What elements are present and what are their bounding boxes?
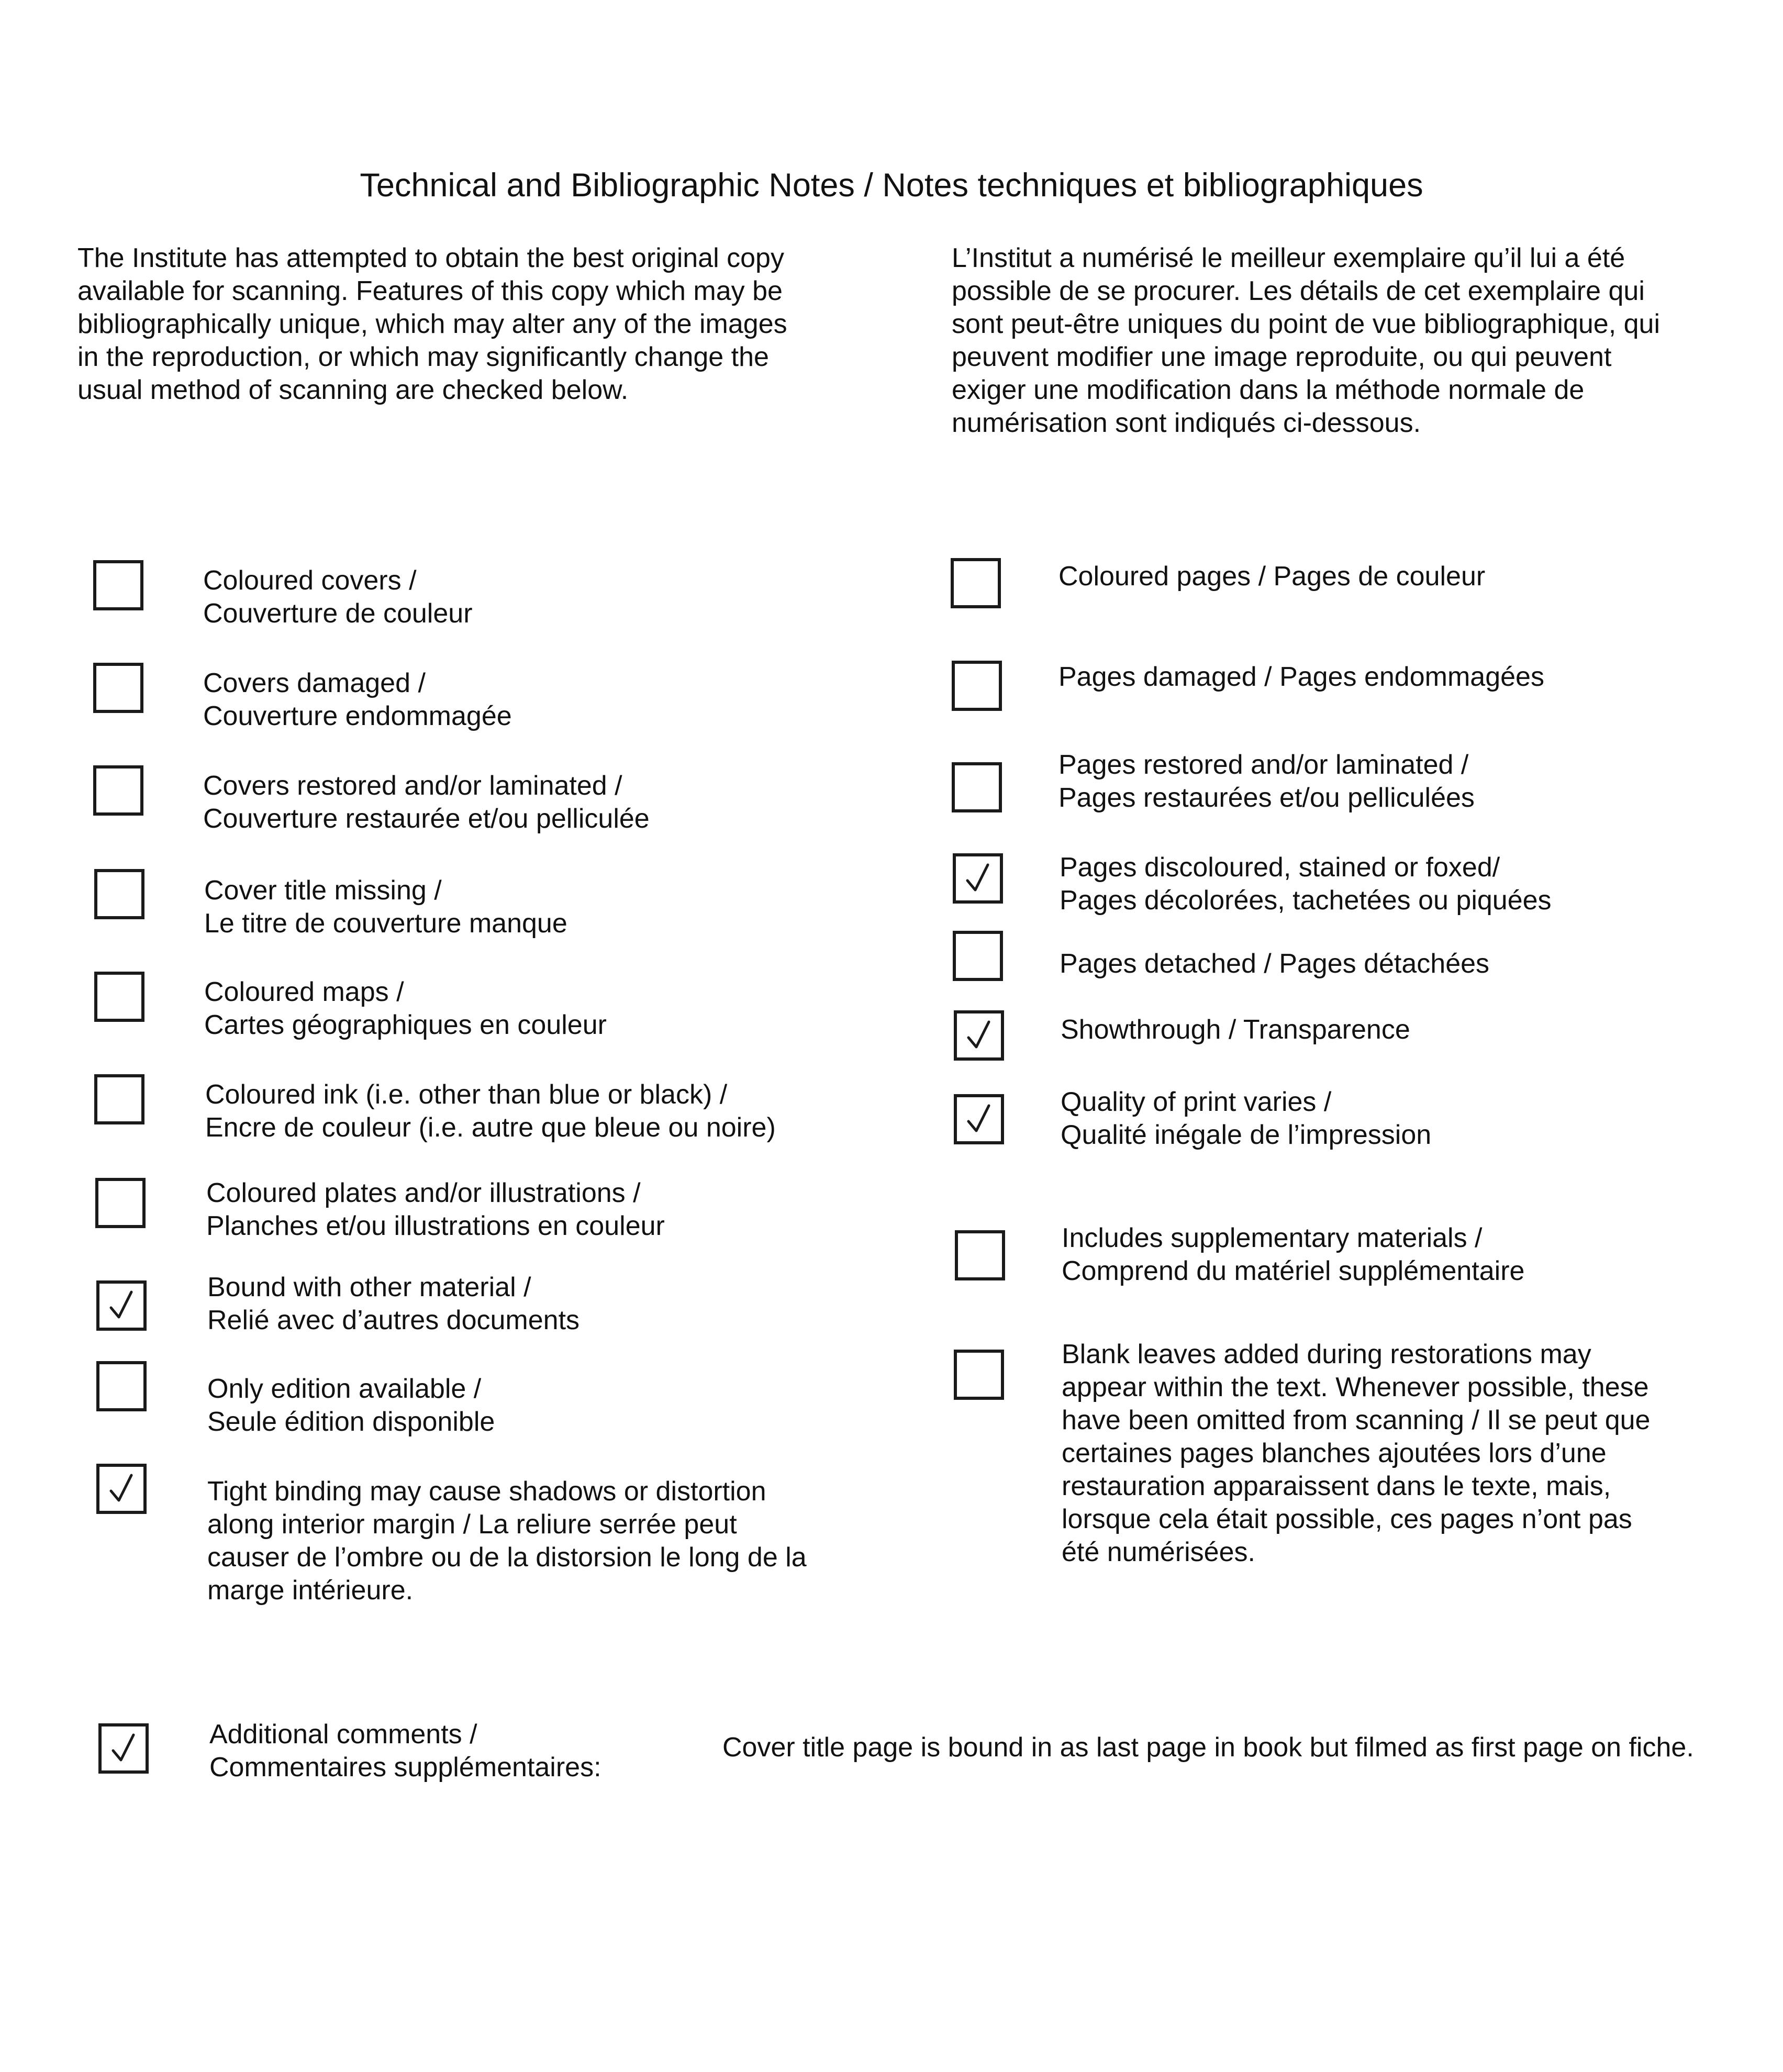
item-label: Covers damaged / Couverture endommagée: [203, 668, 512, 731]
checkbox[interactable]: [953, 853, 1003, 904]
checkbox[interactable]: [95, 1178, 146, 1228]
item-label: Pages damaged / Pages endommagées: [1058, 662, 1544, 692]
item-label: Coloured ink (i.e. other than blue or black) / Encre de couleur (i.e. autre que bleue ou noire): [205, 1079, 776, 1143]
check-mark-icon: [104, 1288, 139, 1323]
item-label: Bound with other material / Relié avec d’autres documents: [207, 1272, 580, 1335]
checkbox[interactable]: [952, 762, 1002, 812]
additional-comments-text: Cover title page is bound in as last page in book but filmed as first page on fiche.: [722, 1732, 1694, 1763]
checkbox[interactable]: [954, 1010, 1004, 1061]
item-label: Pages discoloured, stained or foxed/ Pages décolorées, tachetées ou piquées: [1060, 852, 1552, 916]
checkbox[interactable]: [94, 1074, 144, 1124]
item-label: Tight binding may cause shadows or distortion along interior margin / La reliure serrée peut causer de l’ombre ou de la distorsion le long de la marge intérieure.: [207, 1476, 807, 1606]
item-label: Coloured maps / Cartes géographiques en couleur: [204, 977, 607, 1040]
checkbox[interactable]: [951, 558, 1001, 608]
checkbox[interactable]: [954, 1094, 1004, 1144]
item-label: Includes supplementary materials / Comprend du matériel supplémentaire: [1062, 1223, 1525, 1286]
checkbox[interactable]: [96, 1361, 147, 1411]
item-label: Pages detached / Pages détachées: [1060, 949, 1490, 979]
intro-french: L’Institut a numérisé le meilleur exemplaire qu’il lui a été possible de se procurer. Les détails de cet exemplaire qui sont peut-être uniques du point de vue bibliographique, qui peuvent modifier une image reproduite, ou qui peuvent exiger une modification dans la méthode normale de numérisation sont indiqués ci-dessous.: [952, 243, 1660, 438]
item-label: Covers restored and/or laminated / Couverture restaurée et/ou pelliculée: [203, 771, 650, 834]
check-mark-icon: [104, 1471, 139, 1507]
checkbox[interactable]: [953, 931, 1003, 981]
check-mark-icon: [961, 1101, 997, 1137]
checkbox[interactable]: [96, 1280, 147, 1331]
page-title: Technical and Bibliographic Notes / Notes techniques et bibliographiques: [360, 167, 1423, 204]
checkbox[interactable]: [954, 1350, 1004, 1400]
item-label: Only edition available / Seule édition disponible: [207, 1374, 495, 1437]
checkbox[interactable]: [955, 1230, 1005, 1280]
checkbox[interactable]: [93, 765, 143, 816]
check-mark-icon: [960, 861, 996, 896]
check-mark-icon: [106, 1731, 141, 1766]
checkbox[interactable]: [93, 560, 143, 610]
item-label: Coloured covers / Couverture de couleur: [203, 565, 473, 629]
item-label: Blank leaves added during restorations may appear within the text. Whenever possible, these have been omitted from scanning / Il se peut que certaines pages blanches ajoutées lors d’une restauration apparaissent dans le texte, mais, lorsque cela était possible, ces pages n’ont pas été numérisées.: [1062, 1339, 1651, 1567]
item-label: Pages restored and/or laminated / Pages restaurées et/ou pelliculées: [1058, 750, 1475, 813]
intro-english: The Institute has attempted to obtain the best original copy available for scanning. Features of this copy which may be bibliographically unique, which may alter any of the images in the reproduction, or which may significantly change the usual method of scanning are checked below.: [77, 243, 787, 405]
checkbox[interactable]: [94, 869, 144, 919]
checkbox[interactable]: [93, 663, 143, 713]
item-label: Coloured plates and/or illustrations / Planches et/ou illustrations en couleur: [206, 1178, 665, 1241]
checkbox[interactable]: [96, 1464, 147, 1514]
check-mark-icon: [961, 1018, 997, 1053]
additional-comments-label: Additional comments / Commentaires supplémentaires:: [209, 1719, 601, 1783]
checkbox[interactable]: [952, 661, 1002, 711]
item-label: Coloured pages / Pages de couleur: [1058, 561, 1486, 592]
item-label: Quality of print varies / Qualité inégale de l’impression: [1061, 1087, 1432, 1150]
checkbox[interactable]: [94, 972, 144, 1022]
item-label: Cover title missing / Le titre de couverture manque: [204, 875, 567, 939]
item-label: Showthrough / Transparence: [1061, 1015, 1410, 1045]
checkbox[interactable]: [98, 1723, 149, 1774]
